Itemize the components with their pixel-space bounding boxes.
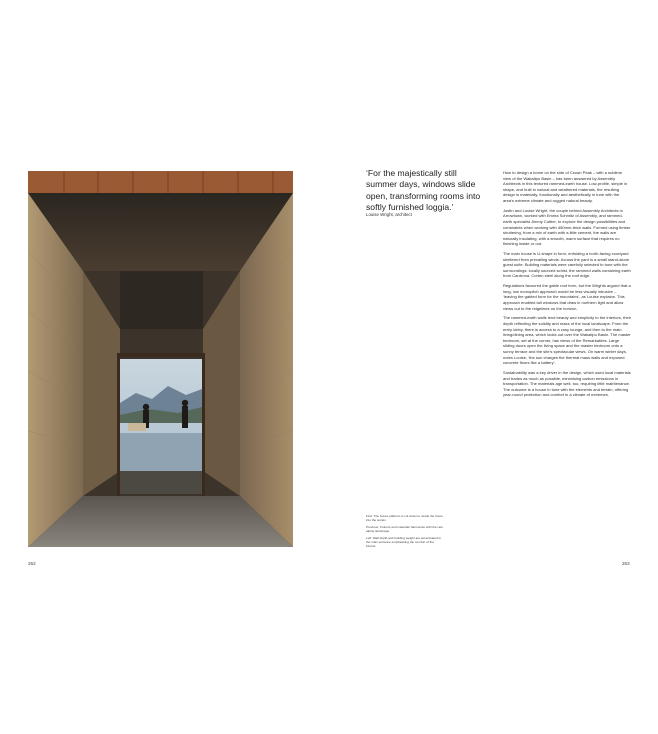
body-paragraph: Sustainability was a key driver in the design, which used local materials and trades as much as possible, minimising carbon emissions in transportation. The materials age well, too, requiring little maintenance. The outcome is a house in tune with the elements and terrain, offering year-round protection and comfort in a climate of extremes. [503,369,631,398]
photograph-illustration [28,171,293,547]
caption: Left: Wall depth and building weight are accentuated in the main entrance emphasising the comfort of the interior. [366,535,442,548]
entrance-photograph [28,171,293,547]
body-paragraph: How to design a home on the side of Crown Peak – with a sublime view of the Wakatipu Basin – has been answered by Assembly Architects in this textured rammed-earth house. Low-profile, simple in shape, and built in natural and weathered materials, the resulting design is materially, functionally and aesthetically in tune with the area’s extreme climate and rugged natural beauty. [503,170,628,203]
body-paragraph: The main house is U-shape in form, enfolding a north-facing courtyard sheltered from prevailing winds. Across the yard is a small stand-alone guest suite. Building materials were carefully selected to tone with the surroundings: locally sourced schist, the rammed walls containing earth from Cardrona. Corten steel along the roof edge. [503,251,631,279]
pull-quote: ‘For the majestically still summer days, windows slide open, transforming rooms into softly furnished loggia.’ [366,168,481,213]
page-number-right: 263 [622,561,630,566]
body-paragraph: The rammed-earth walls lend beauty and simplicity to the interiors, their depth reflecting the solidity and mass of the local landscape. From the entry lobby, there is access to a cosy lounge, and then to the main living/dining area, which looks out over the Wakatipu Basin. The master bedroom, set at the corner, has views of the Remarkables. Large sliding doors open the living space and the master bedroom onto a sunny terrace and the site’s spectacular views. On warm winter days, notes Louise, ‘the sun charges the thermal mass walls and exposed concrete floors like a battery’. [503,315,631,366]
article-body [503,170,631,402]
body-paragraph: Regulations favoured the gable roof form, but the Wrights argued that a long, low monopitch approach would be less visually intrusive – ‘leaving the gabled form for the mountains’, as Louise explains. This approach enabled tall windows that draw in northern light and allow views out to the ridgelines on the horizon. [503,283,631,311]
caption: Previous: Colours and materials harmonise with the rare alpine landscape. [366,524,444,533]
quote-attribution: Louise Wright, architect [366,212,412,217]
caption: First: The house platform is cut down to nestle the home into the terrain. [366,514,443,523]
photo-captions [366,514,444,550]
body-paragraph: Justin and Louise Wright, the couple behind Assembly Architects in Arrowtown, worked with Emma Schmitz of Assembly, and rammed-earth specialist Jimmy Cottier, to explore the design possibilities and constraints when working with 450mm-thick walls. Formed using timber shuttering, from a mix of earth with a little cement, the walls are naturally insulating, with a smooth, warm surface that requires no finishing inside or out. [503,207,631,247]
page-number-left: 262 [28,561,36,566]
